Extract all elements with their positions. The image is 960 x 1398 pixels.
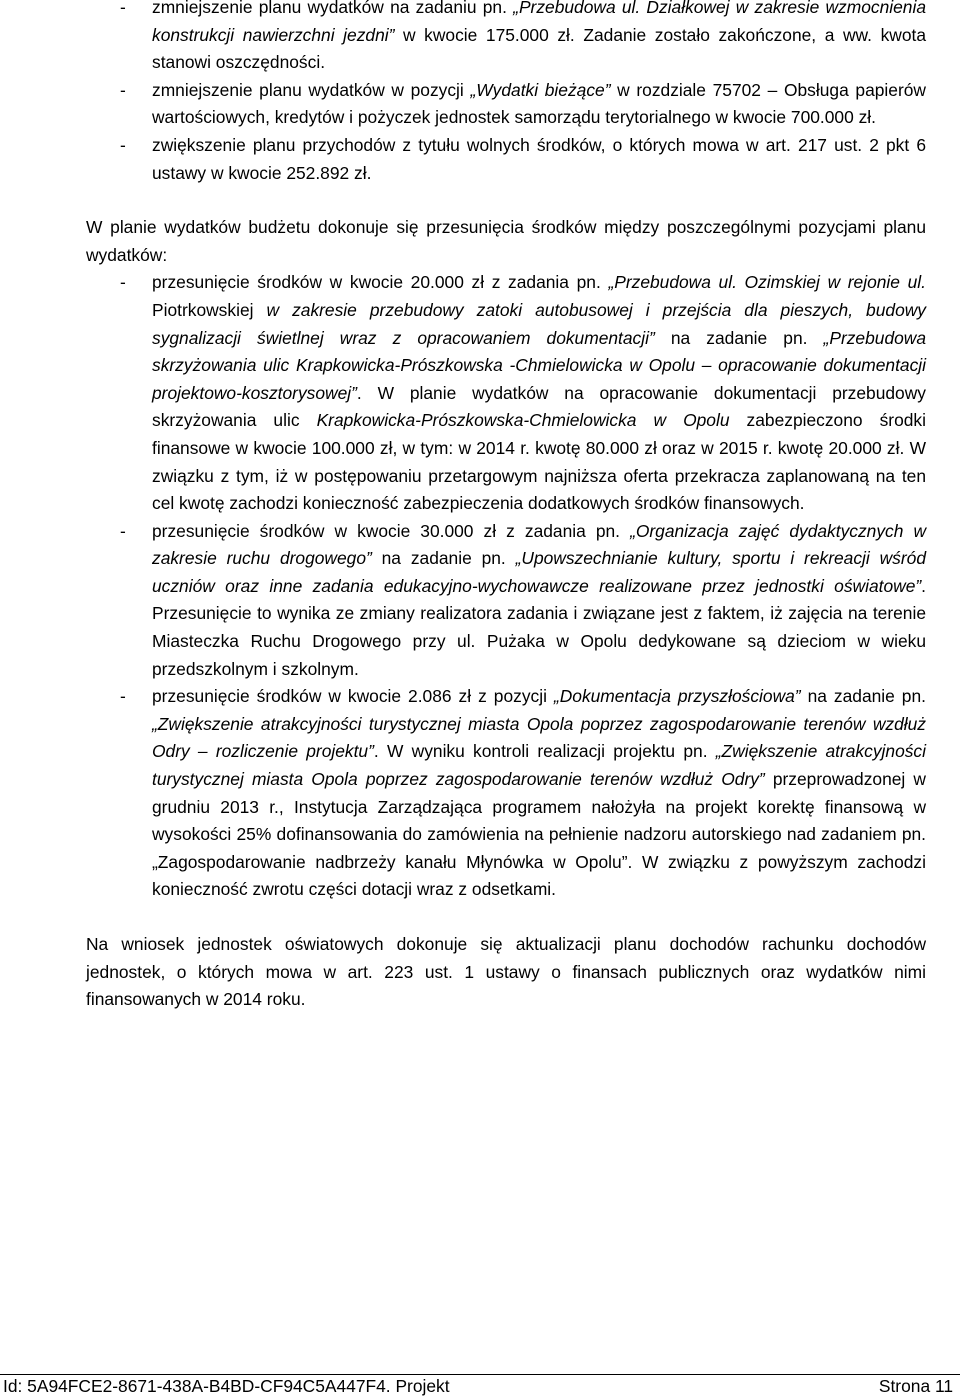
page-number: Strona 11 — [878, 1376, 953, 1396]
text-run: przeprowadzonej w grudniu 2013 r., Instytucja Zarządzająca programem nałożyła na projekt korektę finansową w wysokości 25% dofinansowania do zamówienia na pełnienie nadzoru autorskiego nad zadaniem pn. „Zagospodarowanie nadbrzeży kanału Młynówka w Opolu”. W związku z powyższym zachodzi konieczność zwrotu części dotacji wraz z odsetkami. — [152, 769, 926, 900]
text-run: zmniejszenie planu wydatków na zadaniu pn. — [152, 0, 514, 17]
text-run: na zadanie pn. — [371, 548, 516, 569]
text-run: na zadanie pn. — [654, 327, 824, 348]
text-run: przesunięcie środków w kwocie 2.086 zł z pozycji — [152, 686, 554, 707]
text-run: przesunięcie środków w kwocie 20.000 zł z zadania pn. — [152, 272, 609, 293]
document-id: Id: 5A94FCE2-8671-438A-B4BD-CF94C5A447F4. Projekt — [3, 1376, 450, 1396]
text-run: zmniejszenie planu wydatków w pozycji — [152, 79, 471, 100]
italic-text: „Wydatki bieżące” — [470, 79, 611, 100]
text-run: w kwocie 175.000 zł. Zadanie zostało zakończone, a ww. kwota stanowi oszczędności. — [152, 24, 927, 73]
text-run: przesunięcie środków w kwocie 30.000 zł z zadania pn. — [152, 520, 631, 541]
intro-paragraph: W planie wydatków budżetu dokonuje się przesunięcia środków między poszczególnymi pozycjami planu wydatków: — [86, 217, 926, 265]
italic-text: „Przebudowa ul. Działkowej w zakresie wzmocnienia konstrukcji nawierzchni jezdni” — [152, 0, 927, 45]
page-footer — [0, 1374, 960, 1398]
text-run: Piotrkowskiej — [152, 299, 267, 320]
italic-text: „Dokumentacja przyszłościowa” — [553, 686, 801, 707]
list-item — [86, 683, 926, 904]
italic-text: w zakresie przebudowy zatoki autobusowej i przejścia dla pieszych, budowy sygnalizacji świetlnej wraz z opracowaniem dokumentacji” — [152, 299, 926, 348]
closing-paragraph: Na wniosek jednostek oświatowych dokonuje się aktualizacji planu dochodów rachunku dochodów jednostek, o których mowa w art. 223 ust. 1 ustawy o finansach publicznych oraz wydatków nimi finansowanych w 2014 roku. — [86, 934, 926, 1010]
text-run: . W planie wydatków na opracowanie dokumentacji przebudowy skrzyżowania ulic — [152, 382, 926, 431]
list-dash: - — [120, 134, 126, 155]
italic-text: „Zwiększenie atrakcyjności turystycznej miasta Opola poprzez zagospodarowanie terenów wzdłuż Odry – rozliczenie projektu” — [152, 713, 926, 762]
italic-text: „Przebudowa skrzyżowania ulic Krapkowicka-Prószkowska -Chmielowicka w Opolu – opracowanie dokumentacji projektowo-kosztorysowej” — [152, 327, 927, 403]
list-item — [86, 0, 926, 77]
italic-text: Krapkowicka-Prószkowska-Chmielowicka w Opolu — [316, 410, 730, 431]
italic-text: „Przebudowa ul. Ozimskiej w rejonie ul. — [608, 272, 926, 293]
text-run: zwiększenie planu przychodów z tytułu wolnych środków, o których mowa w art. 217 ust. 2 pkt 6 ustawy w kwocie 252.892 zł. — [152, 134, 926, 183]
list-dash: - — [120, 272, 126, 293]
text-run: zabezpieczono środki finansowe w kwocie 100.000 zł, w tym: w 2014 r. kwotę 80.000 zł oraz w 2015 r. kwotę 20.000 zł. W związku z tym, iż w postępowaniu przetargowym najniższa oferta przekracza zaplanowaną na ten cel kwotę zachodzi konieczność zabezpieczenia dodatkowych środków finansowych. — [152, 410, 926, 514]
text-run: . Przesunięcie to wynika ze zmiany realizatora zadania i związane jest z faktem, iż zajęcia na terenie Miasteczka Ruchu Drogowego przy ul. Pużaka w Opolu dedykowane są dzieciom w wieku przedszkolnym i szkolnym. — [152, 575, 926, 679]
text-run: na zadanie pn. — [800, 686, 926, 707]
list-item — [86, 132, 926, 187]
list-item — [86, 518, 926, 684]
text-run: w rozdziale 75702 – Obsługa papierów wartościowych, kredytów i pożyczek jednostek samorządu terytorialnego w kwocie 700.000 zł. — [152, 79, 926, 128]
italic-text: „Upowszechnianie kultury, sportu i rekreacji wśród uczniów oraz inne zadania edukacyjno-wychowawcze realizowane przez jednostki oświatowe” — [152, 548, 926, 596]
shift-list — [86, 269, 926, 904]
list-item — [86, 77, 926, 132]
list-dash: - — [120, 520, 126, 541]
document-body — [86, 0, 926, 1014]
list-dash: - — [120, 79, 126, 100]
list-dash: - — [120, 0, 126, 17]
text-run: . W wyniku kontroli realizacji projektu pn. — [373, 741, 716, 762]
changes-list — [86, 0, 926, 187]
list-item — [86, 269, 926, 517]
italic-text: „Zwiększenie atrakcyjności turystycznej miasta Opola poprzez zagospodarowanie terenów wzdłuż Odry” — [152, 741, 926, 790]
italic-text: „Organizacja zajęć dydaktycznych w zakresie ruchu drogowego” — [152, 520, 926, 569]
list-dash: - — [120, 686, 126, 707]
